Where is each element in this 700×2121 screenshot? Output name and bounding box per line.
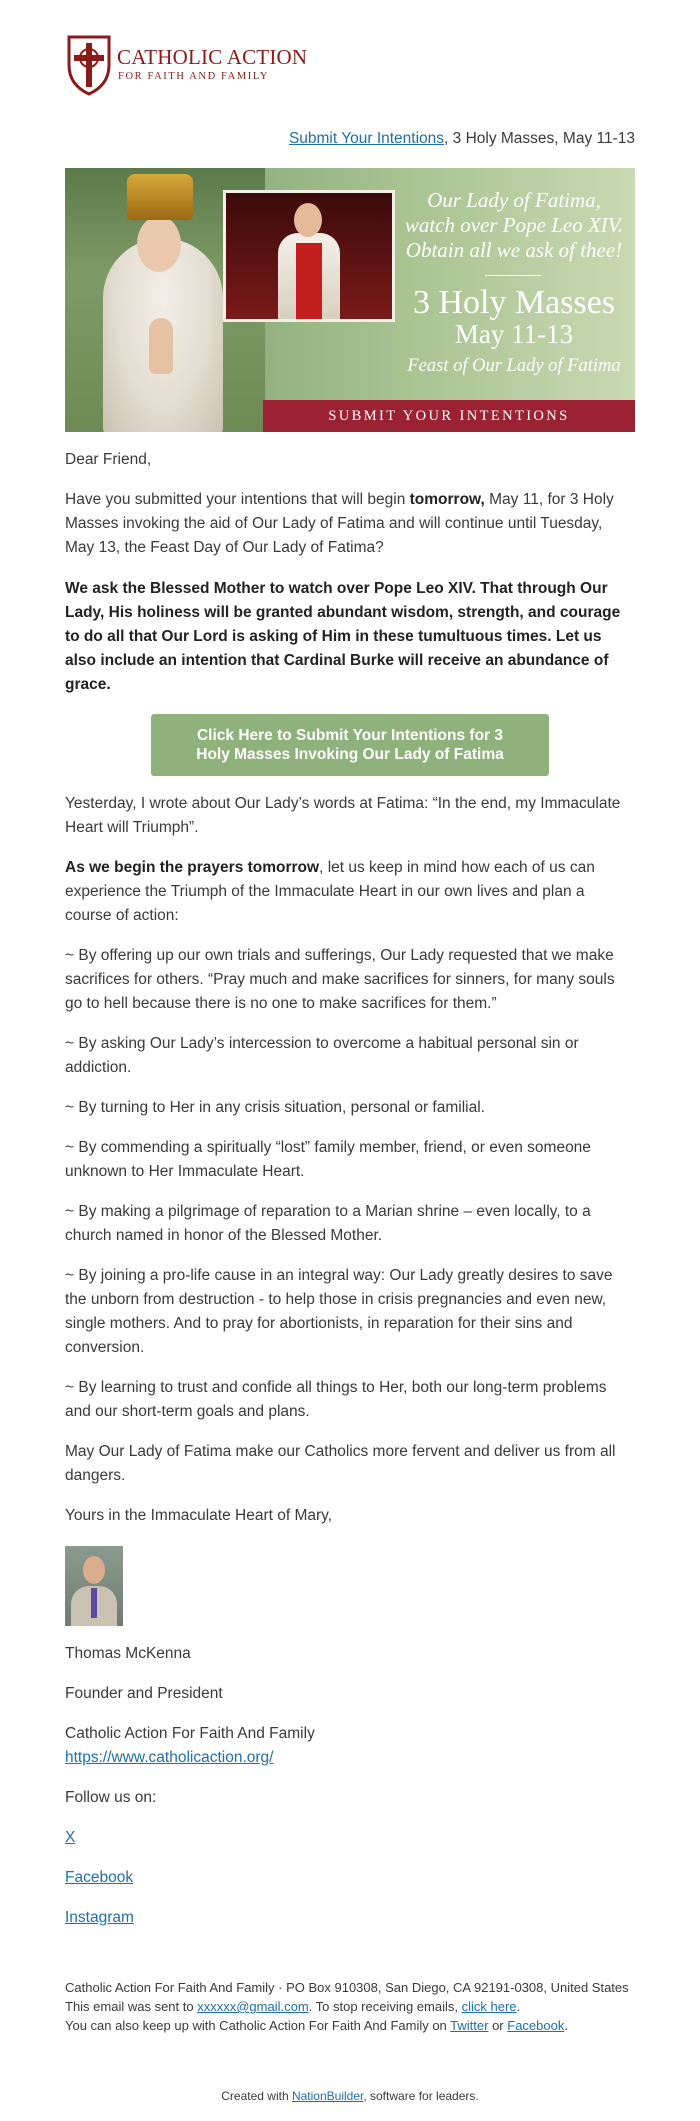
social-instagram	[65, 1906, 635, 1930]
list-item: ~ By asking Our Lady’s intercession to overcome a habitual personal sin or addiction.	[65, 1035, 579, 1076]
signer-name: Thomas McKenna	[65, 1645, 191, 1662]
footer-facebook-link[interactable]: Facebook	[507, 2018, 565, 2033]
unsubscribe-link[interactable]: click here	[461, 1999, 517, 2014]
list-item: ~ By joining a pro-life cause in an integral way: Our Lady greatly desires to save the unborn from destruction - to help those in crisis pregnancies and even new, single mothers. And to pray for abortionists, in reparation for their sins and conversion.	[65, 1267, 613, 1356]
list-item: ~ By commending a spiritually “lost” family member, friend, or even someone unknown to Her Immaculate Heart.	[65, 1139, 591, 1180]
list-item: ~ By turning to Her in any crisis situation, personal or familial.	[65, 1099, 485, 1116]
paragraph-pope-prayer: We ask the Blessed Mother to watch over Pope Leo XIV. That through Our Lady, His holiness will be granted abundant wisdom, strength, and courage to do all that Our Lord is asking of Him in these tumultuous times. Let us also include an intention that Cardinal Burke will receive an abundance of grace.	[65, 580, 621, 693]
paragraph-course-of-action: As we begin the prayers tomorrow, let us keep in mind how each of us can experience the Triumph of the Immaculate Heart in our own lives and plan a course of action:	[65, 859, 595, 924]
paragraph-blessing: May Our Lady of Fatima make our Catholics more fervent and deliver us from all dangers.	[65, 1443, 616, 1484]
instagram-link[interactable]: Instagram	[65, 1909, 134, 1926]
footer-keep-up: You can also keep up with Catholic Action For Faith And Family on Twitter or Facebook.	[65, 2018, 568, 2033]
org-url	[65, 1746, 635, 1770]
submit-intentions-link[interactable]: Submit Your Intentions	[288, 130, 445, 147]
x-link[interactable]: X	[65, 1829, 76, 1846]
fatima-banner-image[interactable]	[65, 168, 635, 432]
website-link[interactable]: https://www.catholicaction.org/	[65, 1749, 274, 1766]
banner-masses: 3 Holy Masses	[412, 284, 616, 321]
list-item: ~ By offering up our own trials and sufferings, Our Lady requested that we make sacrifices for others. “Pray much and make sacrifices for sinners, for many souls go to hell because there is no one to make sacrifices for them.”	[65, 947, 615, 1012]
paragraph-yesterday: Yesterday, I wrote about Our Lady’s words at Fatima: “In the end, my Immaculate Heart will Triumph”.	[65, 795, 621, 836]
logo-subtitle: FOR FAITH AND FAMILY	[118, 71, 270, 82]
intentions-header-line	[289, 130, 635, 148]
submit-intentions-button[interactable]: Click Here to Submit Your Intentions for 3 Holy Masses Invoking Our Lady of Fatima	[151, 714, 549, 776]
footer-address: Catholic Action For Faith And Family · PO Box 910308, San Diego, CA 92191-0308, United States	[65, 1980, 629, 1995]
paragraph-intentions: Have you submitted your intentions that will begin tomorrow, May 11, for 3 Holy Masses invoking the aid of Our Lady of Fatima and will continue until Tuesday, May 13, the Feast Day of Our Lady of Fatima?	[65, 491, 614, 556]
recipient-email-link[interactable]: xxxxxx@gmail.com	[197, 1999, 309, 2014]
banner-feast: Feast of Our Lady of Fatima	[407, 356, 621, 376]
crown-icon	[127, 174, 193, 220]
nationbuilder-link[interactable]: NationBuilder	[291, 2089, 364, 2103]
signer-title: Founder and President	[65, 1685, 223, 1702]
facebook-link[interactable]: Facebook	[65, 1869, 134, 1886]
logo-title: CATHOLIC ACTION	[117, 45, 308, 69]
shield-cross-icon	[65, 31, 113, 97]
banner-prayer: Our Lady of Fatima, watch over Pope Leo XIV. Obtain all we ask of thee!	[404, 188, 624, 262]
pope-photo	[223, 190, 395, 322]
follow-label: Follow us on:	[65, 1789, 157, 1806]
closing: Yours in the Immaculate Heart of Mary,	[65, 1507, 333, 1524]
banner-dates: May 11-13	[454, 319, 574, 349]
banner-submit-bar[interactable]: SUBMIT YOUR INTENTIONS	[263, 400, 635, 432]
social-facebook	[65, 1866, 635, 1890]
email-footer	[65, 1978, 635, 2035]
footer-twitter-link[interactable]: Twitter	[450, 2018, 489, 2033]
banner-divider	[485, 275, 541, 276]
signer-org: Catholic Action For Faith And Family	[65, 1725, 315, 1742]
masses-dates-text: , 3 Holy Masses, May 11-13	[444, 130, 635, 147]
footer-sent-to: This email was sent to xxxxxx@gmail.com. To stop receiving emails, click here.	[65, 1999, 521, 2014]
logo[interactable]	[65, 28, 308, 98]
list-item: ~ By making a pilgrimage of reparation to a Marian shrine – even locally, to a church named in honor of the Blessed Mother.	[65, 1203, 591, 1244]
avatar	[65, 1546, 123, 1626]
greeting: Dear Friend,	[65, 451, 152, 468]
created-with: Created with NationBuilder, software for leaders.	[221, 2089, 479, 2103]
list-item: ~ By learning to trust and confide all things to Her, both our long-term problems and our short-term goals and plans.	[65, 1379, 607, 1420]
social-x	[65, 1826, 635, 1850]
